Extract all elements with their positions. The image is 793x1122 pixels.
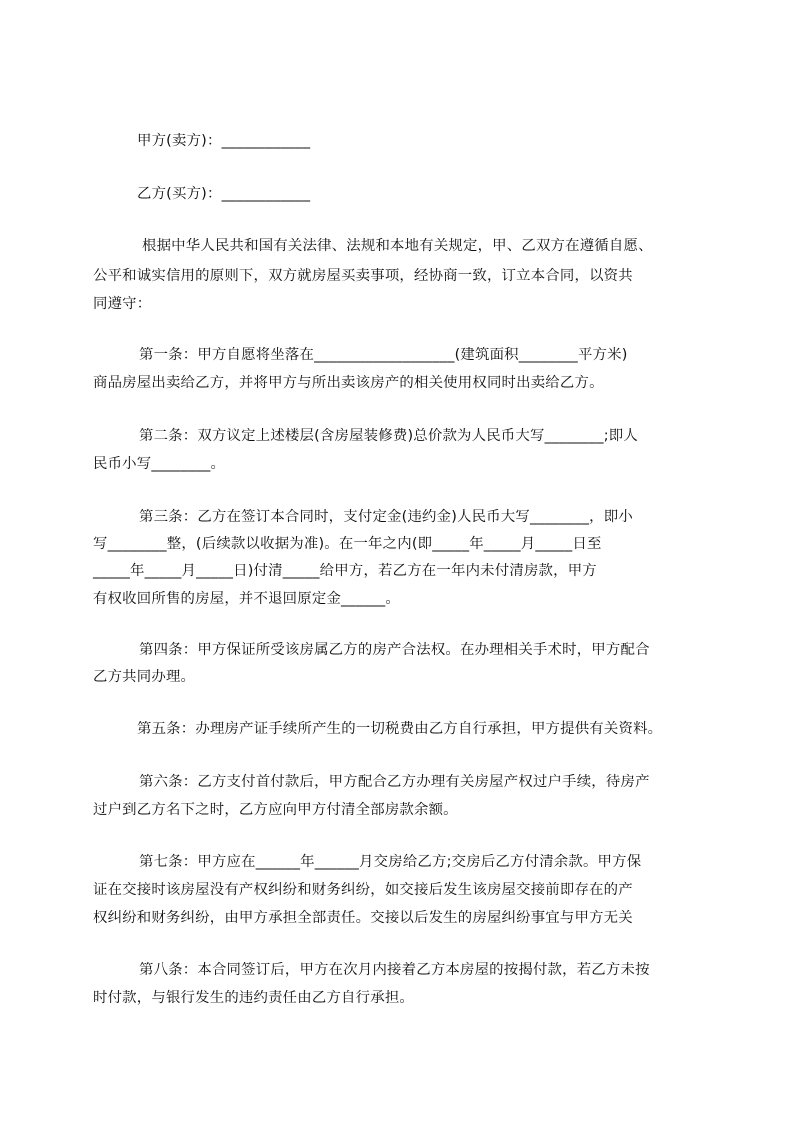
article2-line-1: 第二条：双方议定上述楼层(含房屋装修费)总价款为人民币大写________;即人 [139, 428, 638, 444]
party-a-line: 甲方(卖方)：____________ [137, 133, 311, 149]
party-b-line: 乙方(买方)：____________ [137, 186, 311, 202]
article4-line-1: 第四条：甲方保证所受该房属乙方的房产合法权。在办理相关手术时，甲方配合 [139, 642, 650, 658]
article3-line-2: 写________整，(后续款以收据为准)。在一年之内(即_____年_____月_____日至 [93, 536, 602, 552]
article3-line-3: _____年_____月_____日)付清_____给甲方，若乙方在一年内未付清房款，甲方 [93, 563, 597, 579]
article2-line-2: 民币小写________。 [93, 456, 226, 472]
article7-line-3: 权纠纷和财务纠纷，由甲方承担全部责任。交接以后发生的房屋纠纷事宜与甲方无关 [93, 910, 633, 926]
preamble-line-1: 根据中华人民共和国有关法律、法规和本地有关规定，甲、乙双方在遵循自愿、 [142, 238, 653, 254]
article3-line-1: 第三条：乙方在签订本合同时，支付定金(违约金)人民币大写________，即小 [139, 509, 633, 525]
preamble-line-3: 同遵守： [93, 296, 152, 312]
article4-line-2: 乙方共同办理。 [93, 669, 196, 685]
preamble-line-2: 公平和诚实信用的原则下，双方就房屋买卖事项，经协商一致，订立本合同，以资共 [93, 268, 633, 284]
article3-line-4: 有权收回所售的房屋，并不退回原定金______。 [93, 591, 401, 607]
article8-line-2: 时付款，与银行发生的违约责任由乙方自行承担。 [93, 990, 414, 1006]
article8-line-1: 第八条：本合同签订后，甲方在次月内接着乙方本房屋的按揭付款，若乙方未按 [139, 962, 650, 978]
article5-line-1: 第五条：办理房产证手续所产生的一切税费由乙方自行承担，甲方提供有关资料。 [137, 721, 663, 737]
article1-line-1: 第一条：甲方自愿将坐落在___________________(建筑面积________平方米) [139, 347, 628, 363]
article7-line-1: 第七条：甲方应在______年______月交房给乙方;交房后乙方付清余款。甲方保 [139, 854, 642, 870]
article7-line-2: 证在交接时该房屋没有产权纠纷和财务纠纷，如交接后发生该房屋交接前即存在的产 [93, 882, 633, 898]
article1-line-2: 商品房屋出卖给乙方，并将甲方与所出卖该房产的相关使用权同时出卖给乙方。 [93, 375, 604, 391]
article6-line-1: 第六条：乙方支付首付款后，甲方配合乙方办理有关房屋产权过户手续，待房产 [139, 774, 650, 790]
article6-line-2: 过户到乙方名下之时，乙方应向甲方付清全部房款余额。 [93, 802, 458, 818]
